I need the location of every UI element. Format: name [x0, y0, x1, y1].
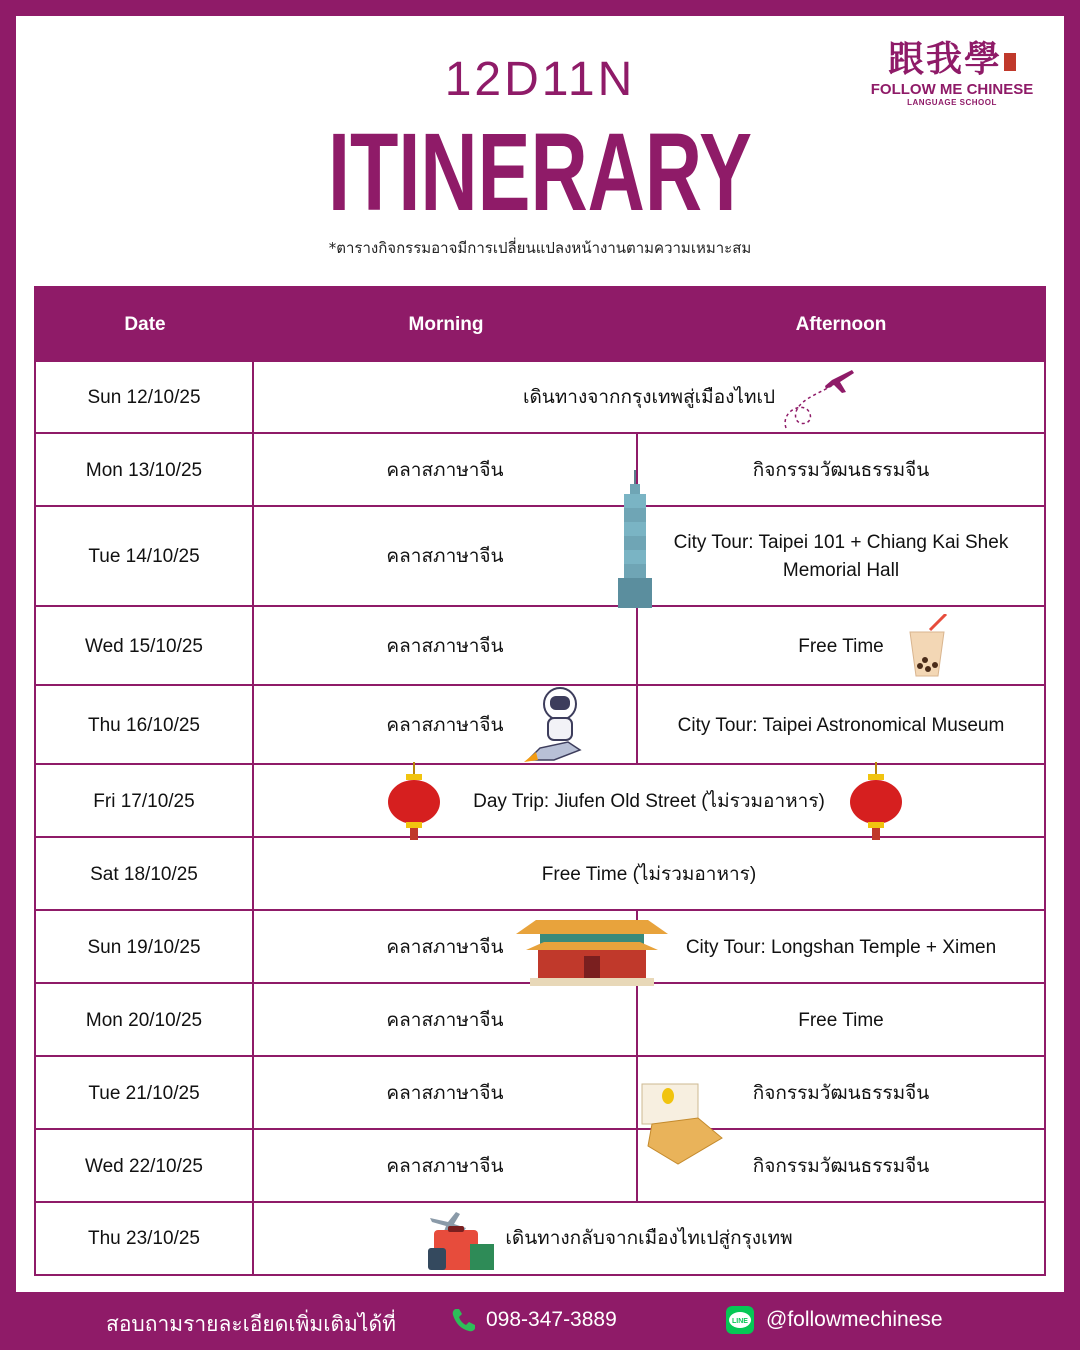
- table-row: [36, 605, 1044, 686]
- date-cell: Wed 15/10/25: [36, 607, 254, 686]
- table-row: [36, 360, 1044, 434]
- date-cell: Sun 19/10/25: [36, 911, 254, 984]
- header-morning: Morning: [408, 314, 484, 335]
- morning-cell: คลาสภาษาจีน: [254, 1057, 638, 1130]
- astronaut-rocket-icon: [524, 684, 590, 764]
- afternoon-cell: City Tour: Taipei Astronomical Museum: [677, 714, 1005, 736]
- afternoon-cell: กิจกรรมวัฒนธรรมจีน: [752, 1155, 930, 1177]
- morning-cell: คลาสภาษาจีน: [254, 984, 638, 1057]
- brand-logo: [858, 36, 1046, 116]
- date-cell: Tue 14/10/25: [36, 507, 254, 607]
- afternoon-cell: City Tour: Taipei 101 + Chiang Kai Shek Memorial Hall: [673, 532, 1009, 581]
- table-row: [36, 1055, 1044, 1130]
- lantern-left-icon: [386, 762, 442, 842]
- trip-duration: 12D11N: [444, 53, 636, 106]
- page-title: ITINERARY: [328, 111, 752, 234]
- activity-cell: Day Trip: Jiufen Old Street (ไม่รวมอาหาร): [473, 790, 825, 812]
- morning-cell: คลาสภาษาจีน: [254, 507, 638, 607]
- table-header: [36, 288, 1044, 362]
- activity-cell: เดินทางจากกรุงเทพสู่เมืองไทเป: [522, 387, 776, 408]
- morning-cell: คลาสภาษาจีน: [254, 686, 638, 765]
- taipei-101-icon: [612, 470, 658, 610]
- afternoon-cell: Free Time: [798, 635, 884, 657]
- table-row: [36, 1128, 1044, 1203]
- date-cell: Fri 17/10/25: [36, 765, 254, 838]
- line-handle[interactable]: @followmechinese: [766, 1308, 943, 1331]
- table-row: [36, 505, 1044, 607]
- morning-cell: คลาสภาษาจีน: [254, 911, 638, 984]
- date-cell: Sun 12/10/25: [36, 362, 254, 434]
- date-cell: Thu 16/10/25: [36, 686, 254, 765]
- bubble-tea-icon: [900, 614, 954, 680]
- table-row: [36, 982, 1044, 1057]
- date-cell: Thu 23/10/25: [36, 1203, 254, 1274]
- logo-chinese: 跟我學: [858, 36, 1046, 82]
- lantern-right-icon: [848, 762, 904, 842]
- temple-icon: [516, 910, 668, 986]
- footer: [0, 1292, 1080, 1350]
- header-date: Date: [124, 314, 166, 335]
- header-afternoon: Afternoon: [795, 314, 887, 335]
- activity-cell: เดินทางกลับจากเมืองไทเปสู่กรุงเทพ: [505, 1227, 793, 1249]
- logo-tagline: LANGUAGE SCHOOL: [907, 98, 997, 107]
- airplane-icon: [780, 362, 860, 434]
- disclaimer-note: *ตารางกิจกรรมอาจมีการเปลี่ยนแปลงหน้างานตามความเหมาะสม: [328, 239, 752, 257]
- logo-name: FOLLOW ME CHINESE: [870, 81, 1034, 98]
- table-row: [36, 1201, 1044, 1274]
- line-app-icon: [726, 1306, 754, 1334]
- luggage-icon: [426, 1208, 498, 1274]
- date-cell: Tue 21/10/25: [36, 1057, 254, 1130]
- phone-icon: [450, 1306, 478, 1334]
- afternoon-cell: Free Time: [798, 1009, 884, 1031]
- afternoon-cell: City Tour: Longshan Temple + Ximen: [685, 936, 997, 958]
- activity-cell: Free Time (ไม่รวมอาหาร): [541, 863, 757, 885]
- pineapple-cake-icon: [638, 1080, 730, 1166]
- line-badge-text: LINE: [732, 1318, 748, 1325]
- date-cell: Mon 13/10/25: [36, 434, 254, 507]
- date-cell: Sat 18/10/25: [36, 838, 254, 911]
- afternoon-cell: กิจกรรมวัฒนธรรมจีน: [752, 1082, 930, 1104]
- table-row: [36, 836, 1044, 911]
- date-cell: Mon 20/10/25: [36, 984, 254, 1057]
- morning-cell: คลาสภาษาจีน: [254, 434, 638, 507]
- morning-cell: คลาสภาษาจีน: [254, 1130, 638, 1203]
- seal-icon: [1004, 53, 1016, 71]
- inquiry-text: สอบถามรายละเอียดเพิ่มเติมได้ที่: [106, 1313, 396, 1336]
- date-cell: Wed 22/10/25: [36, 1130, 254, 1203]
- phone-number[interactable]: 098-347-3889: [486, 1308, 617, 1331]
- table-row: [36, 432, 1044, 507]
- morning-cell: คลาสภาษาจีน: [254, 607, 638, 686]
- afternoon-cell: กิจกรรมวัฒนธรรมจีน: [752, 459, 930, 481]
